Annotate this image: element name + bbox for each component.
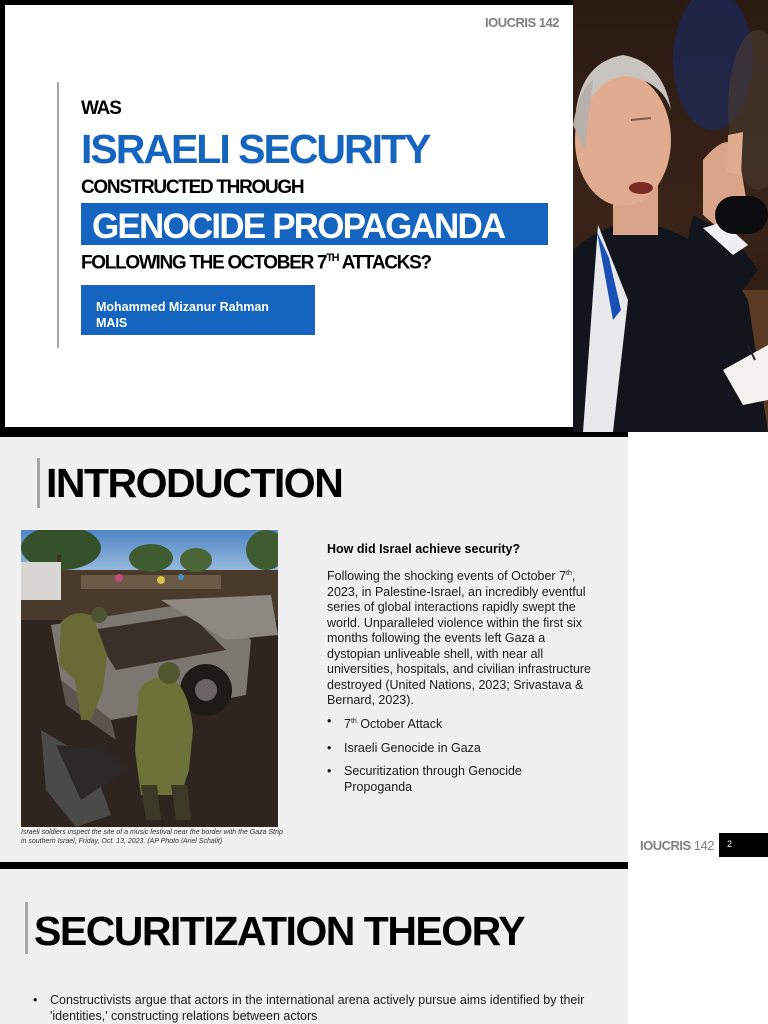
bullet-attack-text: October Attack [356, 717, 443, 732]
title-following-end: ATTACKS? [338, 252, 431, 274]
title-slide [0, 0, 768, 432]
page-number: 2 [727, 839, 733, 849]
speaker-photo [573, 0, 768, 432]
securitization-slide [0, 869, 628, 1024]
title-line-israeli-security: ISRAELI SECURITY [81, 126, 430, 172]
footer-course-code [640, 838, 714, 853]
slide-margin [628, 862, 768, 1024]
title-following-text: FOLLOWING THE OCTOBER 7 [81, 252, 327, 274]
footer-course-number: 142 [693, 838, 714, 853]
author-name: Mohammed Mizanur Rahman [96, 300, 269, 314]
intro-paragraph-start: Following the shocking events of October 7 [327, 569, 567, 584]
title-line-constructed: CONSTRUCTED THROUGH [81, 177, 304, 198]
title-line-following [81, 252, 431, 274]
introduction-heading: INTRODUCTION [46, 460, 343, 506]
heading-accent-bar [25, 902, 28, 954]
intro-bullet-list [327, 714, 587, 803]
title-accent-rule [57, 82, 59, 348]
introduction-slide [0, 437, 628, 862]
author-degree: MAIS [96, 316, 128, 330]
list-item: • Securitization through Genocide Propoganda [327, 764, 587, 795]
list-item: • Israeli Genocide in Gaza [327, 741, 587, 757]
list-item [327, 714, 587, 733]
bullet-attack-number: 7 [344, 717, 351, 732]
festival-site-photo [21, 530, 278, 827]
intro-question: How did Israel achieve security? [327, 542, 521, 556]
securitization-heading: SECURITIZATION THEORY [34, 908, 525, 954]
heading-accent-bar [37, 458, 40, 508]
photo-caption: Israeli soldiers inspect the site of a music festival near the border with the Gaza Strip in southern Israel, Friday, Oct. 13, 2023. (AP Photo /Ariel Schalit) [21, 829, 283, 845]
intro-paragraph-sup: th [566, 570, 572, 577]
speaker-photo-illustration [573, 0, 768, 432]
slide-divider [0, 862, 628, 869]
footer-course-name: IOUCRIS [640, 838, 691, 853]
slide-margin [628, 432, 768, 862]
course-code: IOUCRIS 142 [485, 15, 559, 30]
bullet-attack-sup: th [350, 718, 357, 725]
intro-paragraph-rest: , 2023, in Palestine-Israel, an incredibly eventful series of global interactions rapidly swept the world. Unparalleled violence within the first six months following the events left Gaza a dystopian unliveable shell, with near all universities, hospitals, and civilian infrastructure destroyed (United Nations, 2023; Srivastava & Bernard, 2023). [327, 569, 592, 708]
list-item: • Constructivists argue that actors in the international arena actively pursue aims identified by their 'identities,' constructing relations between actors [33, 993, 620, 1024]
title-following-sup: TH [326, 252, 339, 264]
title-line-was: WAS [81, 98, 121, 119]
intro-paragraph [327, 566, 599, 709]
author-block [96, 299, 269, 331]
title-line-genocide-propaganda: GENOCIDE PROPAGANDA [92, 207, 505, 246]
festival-site-illustration [21, 530, 278, 827]
